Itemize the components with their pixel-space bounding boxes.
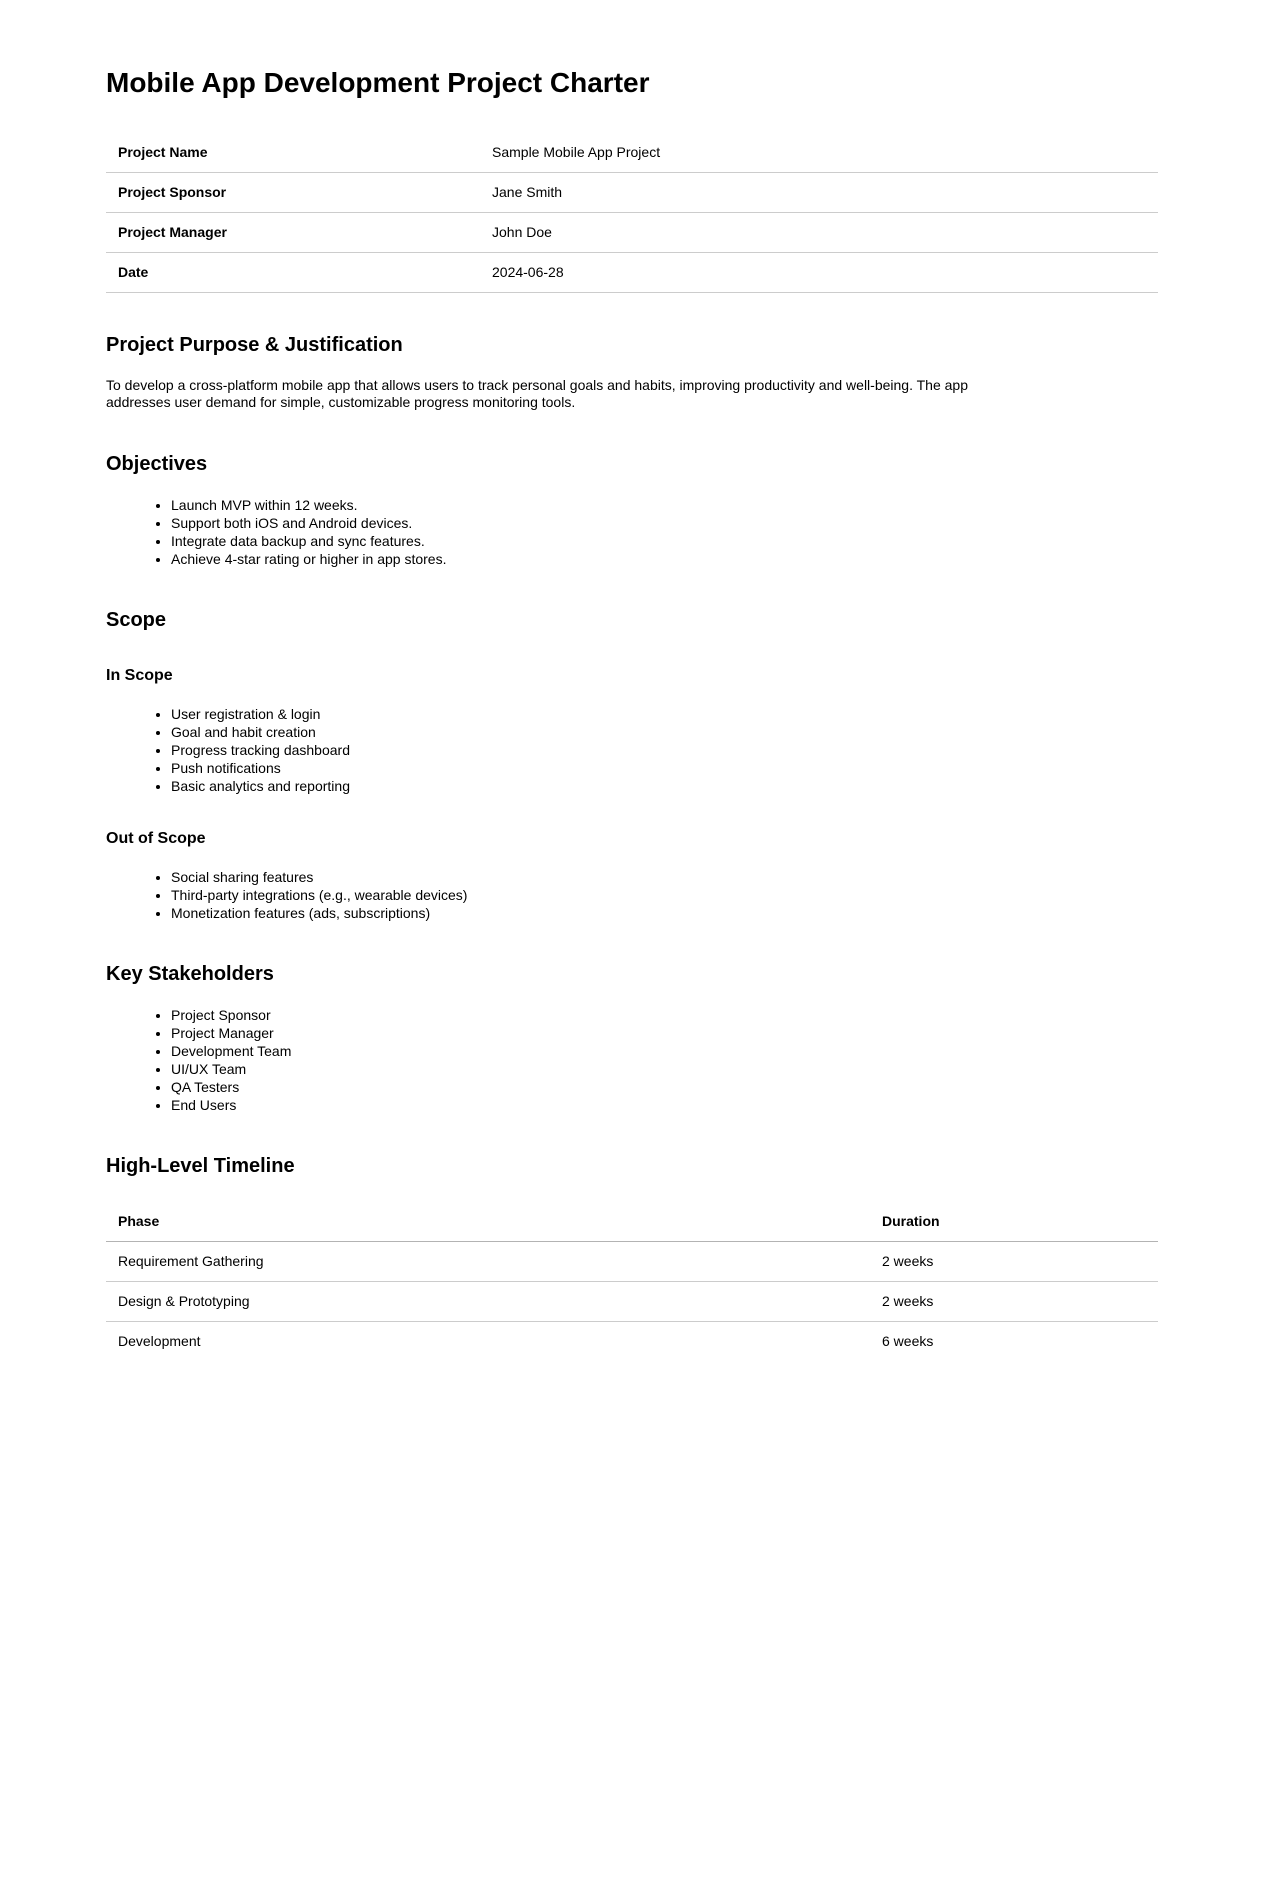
list-item: • Integrate data backup and sync features. [171, 532, 1158, 550]
column-header-phase: Phase [106, 1202, 870, 1242]
info-value-date: 2024-06-28 [480, 252, 1158, 292]
timeline-duration: 2 weeks [882, 1252, 934, 1269]
list-item: • QA Testers [171, 1078, 1158, 1096]
page-title: Mobile App Development Project Charter [106, 67, 650, 98]
list-item: • Social sharing features [171, 868, 1158, 886]
column-header-duration: Duration [870, 1202, 1158, 1242]
timeline-table [106, 1202, 1158, 1361]
table-row [106, 1241, 1158, 1281]
info-label-project-manager: Project Manager [106, 212, 480, 252]
info-label-project-sponsor: Project Sponsor [106, 172, 480, 212]
list-item: • User registration & login [171, 705, 1158, 723]
table-row [106, 212, 1158, 252]
subsection-heading-in-scope: In Scope [106, 666, 173, 684]
table-header-row [106, 1202, 1158, 1242]
section-heading-scope: Scope [106, 608, 167, 631]
stakeholders-list [106, 1006, 1158, 1114]
list-item: • Project Sponsor [171, 1006, 1158, 1024]
list-item: • End Users [171, 1096, 1158, 1114]
info-value-project-name: Sample Mobile App Project [480, 133, 1158, 173]
section-heading-stakeholders: Key Stakeholders [106, 962, 274, 985]
timeline-duration: 6 weeks [870, 1321, 1158, 1361]
table-row [106, 1281, 1158, 1321]
list-item: • Third-party integrations (e.g., wearable devices) [171, 886, 1158, 904]
timeline-duration: 2 weeks [870, 1281, 1158, 1321]
project-info-table [106, 133, 1158, 293]
table-row [106, 1321, 1158, 1361]
table-row [106, 133, 1158, 173]
section-heading-purpose: Project Purpose & Justification [106, 333, 403, 356]
list-item: • Development Team [171, 1042, 1158, 1060]
timeline-phase: Design & Prototyping [106, 1281, 870, 1321]
list-item: • Launch MVP within 12 weeks. [171, 496, 1158, 514]
info-value-project-sponsor: Jane Smith [480, 172, 1158, 212]
list-item: • Support both iOS and Android devices. [171, 514, 1158, 532]
section-heading-objectives: Objectives [106, 452, 208, 475]
objectives-list [106, 496, 1158, 568]
timeline-phase: Requirement Gathering [118, 1252, 264, 1269]
info-label-date: Date [106, 252, 480, 292]
table-row [106, 252, 1158, 292]
list-item: • Basic analytics and reporting [171, 777, 1158, 795]
list-item: • Achieve 4-star rating or higher in app stores. [171, 550, 1158, 568]
list-item: • Goal and habit creation [171, 723, 1158, 741]
info-label-project-name: Project Name [106, 133, 480, 173]
list-item: • Progress tracking dashboard [171, 741, 1158, 759]
info-value-project-manager: John Doe [480, 212, 1158, 252]
purpose-paragraph: To develop a cross-platform mobile app that allows users to track personal goals and habits, improving productivity and well-being. The app addresses user demand for simple, customizable progress monitoring tools. [106, 376, 968, 411]
in-scope-list [106, 705, 1158, 795]
list-item: • UI/UX Team [171, 1060, 1158, 1078]
list-item: • Project Manager [171, 1024, 1158, 1042]
subsection-heading-out-of-scope: Out of Scope [106, 829, 206, 847]
out-of-scope-list [106, 868, 1158, 922]
timeline-phase: Development [106, 1321, 870, 1361]
list-item: • Push notifications [171, 759, 1158, 777]
table-row [106, 172, 1158, 212]
section-heading-timeline: High-Level Timeline [106, 1154, 295, 1177]
list-item: • Monetization features (ads, subscriptions) [171, 904, 1158, 922]
